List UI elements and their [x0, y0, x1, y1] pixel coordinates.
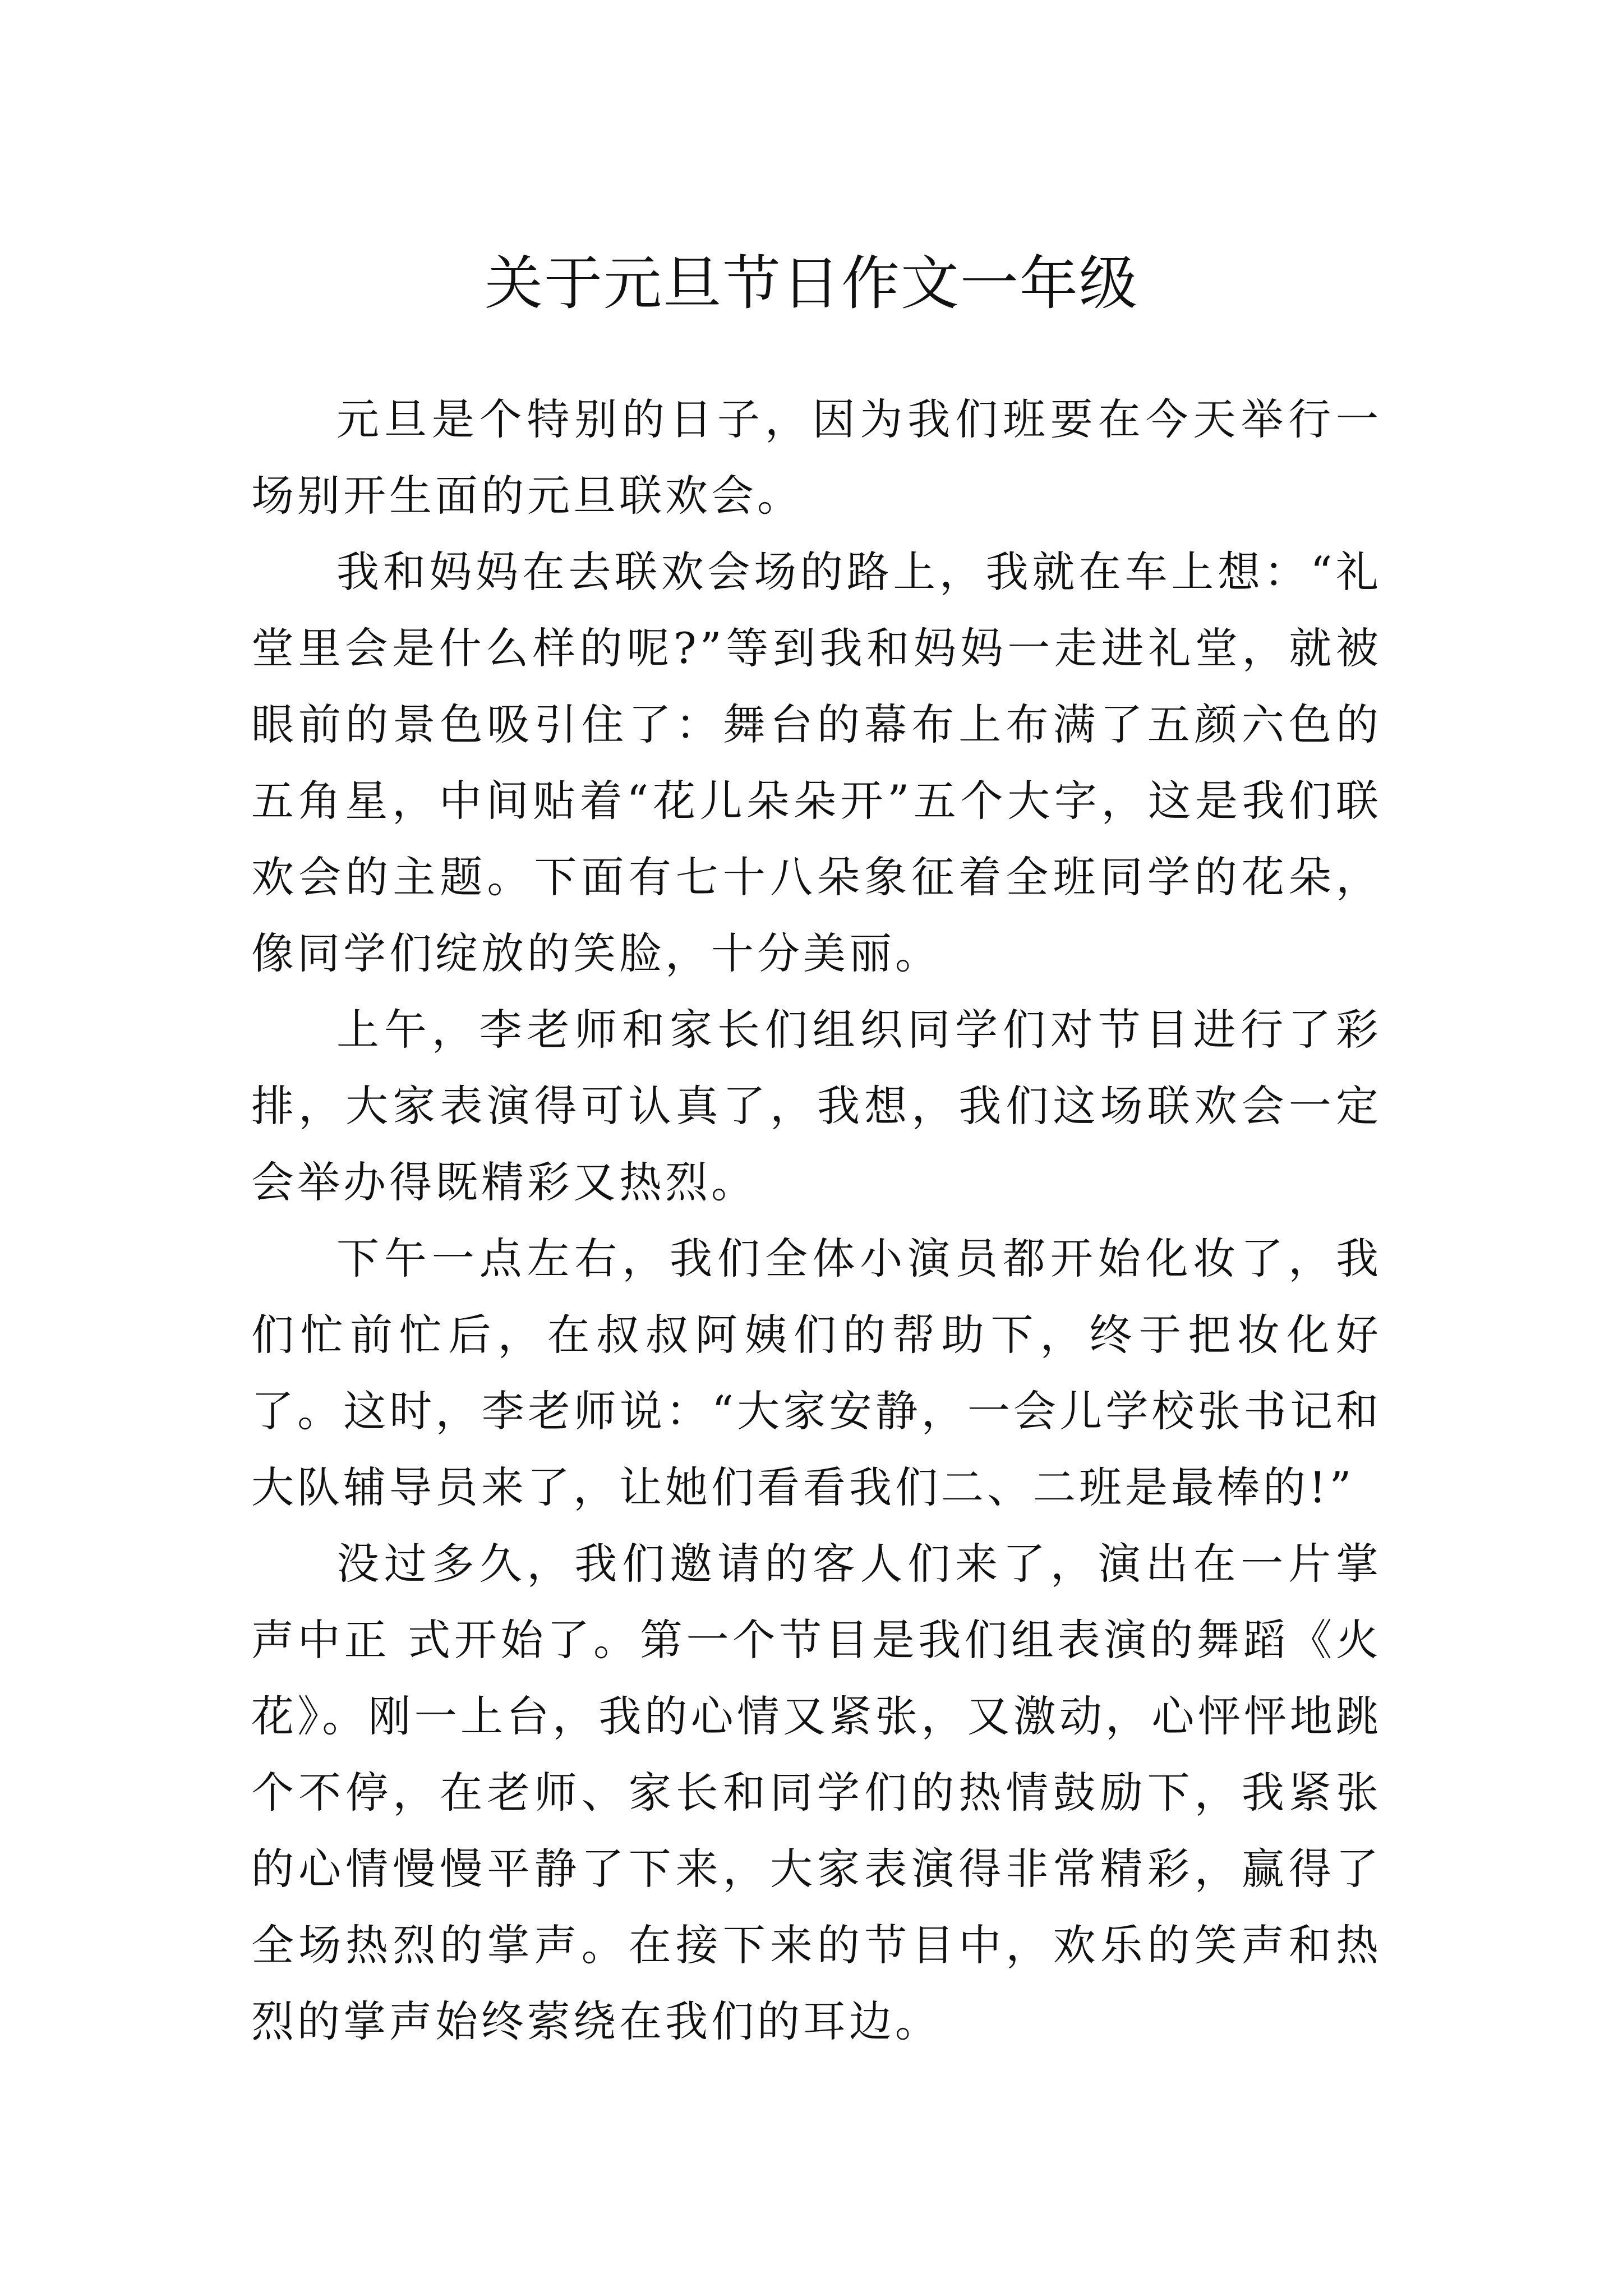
paragraph-5: 没过多久，我们邀请的客人们来了，演出在一片掌声中正 式开始了。第一个节目是我们组表演的舞蹈《火花》。刚一上台，我的心情又紧张，又激动，心怦怦地跳个不停，在老师、家长和同学们的热情鼓励下，我紧张的心情慢慢平静了下来，大家表演得非常精彩，赢得了全场热烈的掌声。在接下来的节目中，欢乐的笑声和热烈的掌声始终萦绕在我们的耳边。	[251, 1539, 1382, 2046]
document-body	[251, 381, 1382, 2060]
paragraph-3: 上午，李老师和家长们组织同学们对节目进行了彩排，大家表演得可认真了，我想，我们这场联欢会一定会举办得既精彩又热烈。	[251, 1005, 1382, 1207]
paragraph-1: 元旦是个特别的日子，因为我们班要在今天举行一场别开生面的元旦联欢会。	[251, 394, 1382, 521]
paragraph-2: 我和妈妈在去联欢会场的路上，我就在车上想：“礼堂里会是什么样的呢?”等到我和妈妈一走进礼堂，就被眼前的景色吸引住了：舞台的幕布上布满了五颜六色的五角星，中间贴着“花儿朵朵开”五个大字，这是我们联欢会的主题。下面有七十八朵象征着全班同学的花朵，像同学们绽放的笑脸，十分美丽。	[251, 547, 1382, 978]
paragraph-4: 下午一点左右，我们全体小演员都开始化妆了，我们忙前忙后，在叔叔阿姨们的帮助下，终于把妆化好了。这时，李老师说：“大家安静，一会儿学校张书记和大队辅导员来了，让她们看看我们二、二班是最棒的!”	[251, 1234, 1382, 1512]
document-title: 关于元旦节日作文一年级	[484, 249, 1138, 318]
